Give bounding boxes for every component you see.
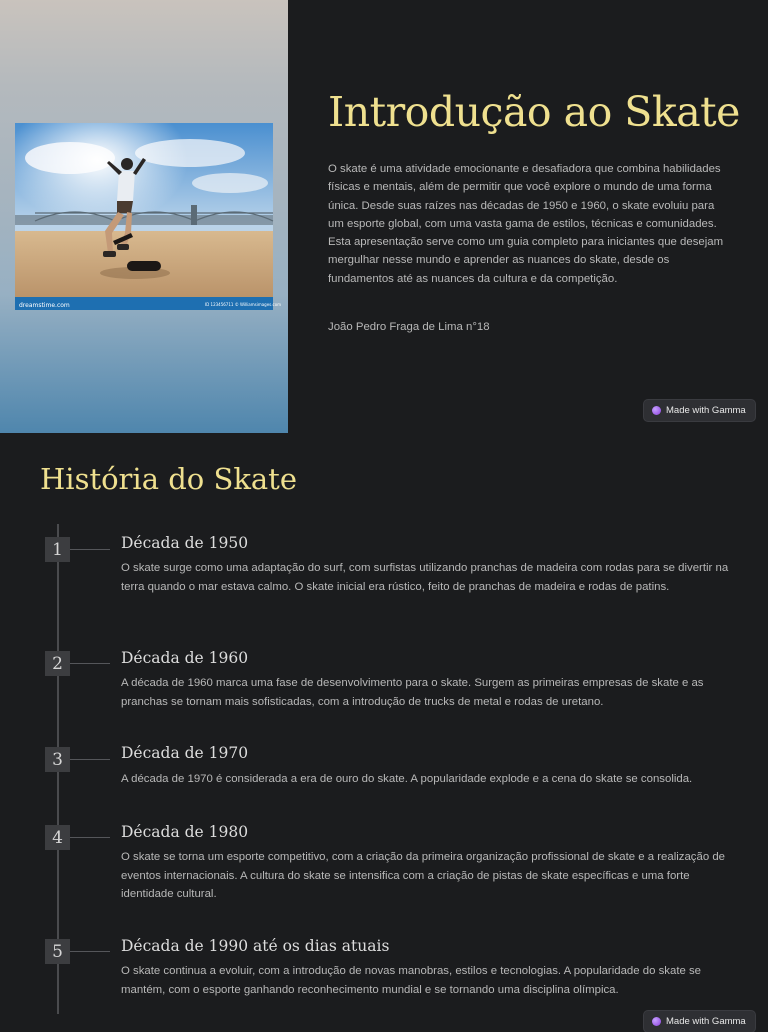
author-line: João Pedro Fraga de Lima n°18 xyxy=(328,321,490,333)
timeline-connector xyxy=(70,663,110,664)
image-panel xyxy=(0,0,288,433)
badge-label: Made with Gamma xyxy=(666,1016,746,1027)
timeline-number: 4 xyxy=(45,825,70,850)
timeline-connector xyxy=(70,549,110,550)
timeline-item-text: O skate surge como uma adaptação do surf, com surfistas utilizando pranchas de madeira com rodas para se divertir na terra quando o mar estava calmo. O skate inicial era rústico, feito de pranchas de madeira e rodas de patins. xyxy=(121,562,729,593)
timeline-number: 1 xyxy=(45,537,70,562)
timeline-connector xyxy=(70,951,110,952)
slide-title: Introdução ao Skate xyxy=(328,88,740,136)
photo-watermark-left: dreamstime.com xyxy=(19,302,70,309)
timeline-item-text: A década de 1970 é considerada a era de ouro do skate. A popularidade explode e a cena do skate se consolida. xyxy=(121,773,693,785)
gamma-logo-icon xyxy=(652,1017,661,1026)
photo-watermark-right: ID 123456711 © Williamsimages.com xyxy=(205,302,282,307)
timeline-item-text: A década de 1960 marca uma fase de desenvolvimento para o skate. Surgem as primeiras empresas de skate e as pranchas se tornam mais sofisticadas, com a introdução de trucks de metal e rodas de uretano. xyxy=(121,677,704,708)
timeline-connector xyxy=(70,837,110,838)
timeline-item-title: Década de 1990 até os dias atuais xyxy=(121,937,390,955)
gamma-logo-icon xyxy=(652,406,661,415)
made-with-gamma-button[interactable] xyxy=(644,1011,755,1032)
timeline-number: 2 xyxy=(45,651,70,676)
timeline-item-text: O skate se torna um esporte competitivo, com a criação da primeira organização profissional de skate e a realização de eventos internacionais. A cultura do skate se intensifica com a criação de pistas de skate específicas e uma forte identidade cultural. xyxy=(121,851,726,901)
badge-label: Made with Gamma xyxy=(666,405,746,416)
timeline-number: 3 xyxy=(45,747,70,772)
intro-paragraph: O skate é uma atividade emocionante e desafiadora que combina habilidades físicas e mentais, além de permitir que você explore o mundo de uma forma única. Desde suas raízes nas décadas de 1950 e 1960, o skate evoluiu para um esporte global, com uma vasta gama de estilos, técnicas e comunidades. Esta apresentação serve como um guia completo para iniciantes que desejam mergulhar nesse mundo e aprender as nuances do skate, desde os fundamentos até as nuances da cultura e da competição. xyxy=(328,163,724,285)
timeline-item-text: O skate continua a evoluir, com a introdução de novas manobras, estilos e tecnologias. A popularidade do skate se mantém, com o esporte ganhando reconhecimento mundial e se tornando uma disciplina olímpica. xyxy=(121,965,702,996)
made-with-gamma-button[interactable] xyxy=(644,400,755,421)
timeline-item-title: Década de 1970 xyxy=(121,744,249,762)
timeline-connector xyxy=(70,759,110,760)
history-title: História do Skate xyxy=(40,462,297,496)
timeline-item-title: Década de 1950 xyxy=(121,534,249,552)
skateboarder-photo xyxy=(15,123,282,310)
timeline-number: 5 xyxy=(45,939,70,964)
slide-intro xyxy=(0,0,768,433)
timeline-item-title: Década de 1960 xyxy=(121,649,249,667)
timeline-item-title: Década de 1980 xyxy=(121,823,249,841)
